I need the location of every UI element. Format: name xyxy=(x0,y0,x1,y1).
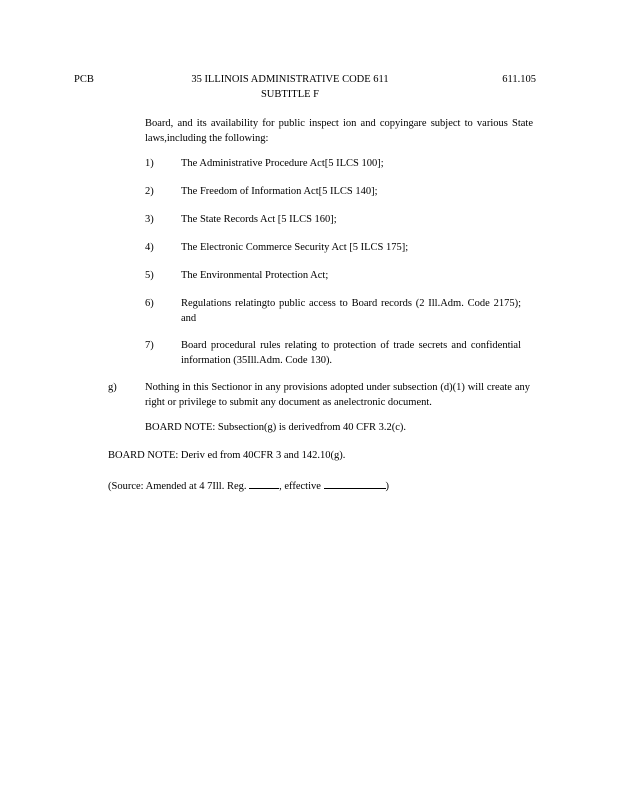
item-number: 6) xyxy=(145,298,154,309)
header-left: PCB xyxy=(74,74,94,85)
item-text: The State Records Act [5 ILCS 160]; xyxy=(181,214,337,225)
board-note-section: BOARD NOTE: Deriv ed from 40CFR 3 and 142.10(g). xyxy=(108,450,346,461)
header-code-title: 35 ILLINOIS ADMINISTRATIVE CODE 611 xyxy=(191,74,389,85)
register-page-blank xyxy=(249,477,279,489)
source-suffix: ) xyxy=(385,481,390,492)
source-middle: , effective xyxy=(279,481,321,492)
item-text: The Environmental Protection Act; xyxy=(181,270,329,281)
header-section-number: 611.105 xyxy=(502,74,536,85)
item-text: Board procedural rules relating to protection of trade secrets and confidential information (35Ill.Adm. Code 130). xyxy=(181,340,521,366)
effective-date-blank xyxy=(324,477,386,489)
subsection-label: g) xyxy=(108,382,117,393)
subsection-text: Nothing in this Sectionor in any provisions adopted under subsection (d)(1) will create any right or privilege to submit any document as anelectronic document. xyxy=(145,382,530,408)
source-prefix: (Source: Amended at 4 7Ill. Reg. xyxy=(108,481,247,492)
item-text: Regulations relatingto public access to Board records (2 Ill.Adm. Code 2175); and xyxy=(181,298,521,324)
item-text: The Freedom of Information Act[5 ILCS 140]; xyxy=(181,186,378,197)
item-number: 5) xyxy=(145,270,154,281)
board-note-subsection-g: BOARD NOTE: Subsection(g) is derivedfrom 40 CFR 3.2(c). xyxy=(145,422,407,433)
intro-paragraph: Board, and its availability for public inspect ion and copyingare subject to various State laws,including the following: xyxy=(145,118,533,144)
item-number: 3) xyxy=(145,214,154,225)
item-number: 4) xyxy=(145,242,154,253)
header-subtitle: SUBTITLE F xyxy=(260,89,320,100)
item-number: 2) xyxy=(145,186,154,197)
header-center xyxy=(160,72,420,102)
item-text: The Electronic Commerce Security Act [5 ILCS 175]; xyxy=(181,242,409,253)
item-number: 1) xyxy=(145,158,154,169)
item-text: The Administrative Procedure Act[5 ILCS 100]; xyxy=(181,158,384,169)
source-line xyxy=(108,477,389,494)
item-number: 7) xyxy=(145,340,154,351)
